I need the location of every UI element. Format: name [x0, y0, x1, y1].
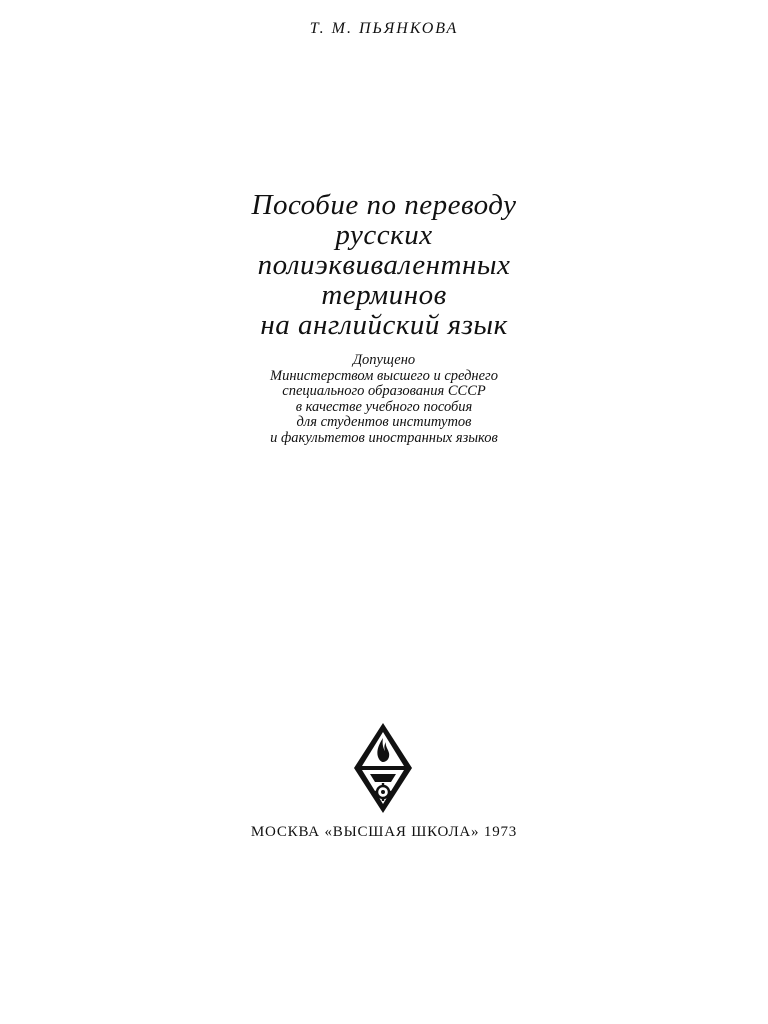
- approval-line: Министерством высшего и среднего: [270, 367, 498, 384]
- approval-notice: [0, 353, 768, 446]
- approval-line: в качестве учебного пособия: [295, 398, 473, 415]
- author-name: Т. М. ПЬЯНКОВА: [309, 20, 459, 37]
- approval-line: для студентов институтов: [296, 414, 472, 430]
- title-line: русских: [335, 219, 433, 251]
- approval-line: специального образования СССР: [282, 383, 486, 399]
- title-line: полиэквивалентных: [257, 249, 511, 281]
- approval-line: и факультетов иностранных языков: [270, 429, 498, 446]
- publisher-emblem-icon: [353, 722, 413, 814]
- book-title: [0, 190, 768, 340]
- publisher-imprint: МОСКВА «ВЫСШАЯ ШКОЛА» 1973: [250, 824, 518, 840]
- approval-line: Допущено: [352, 352, 416, 368]
- title-line: терминов: [321, 279, 447, 311]
- title-line: на английский язык: [260, 309, 508, 341]
- title-line: Пособие по переводу: [251, 189, 517, 221]
